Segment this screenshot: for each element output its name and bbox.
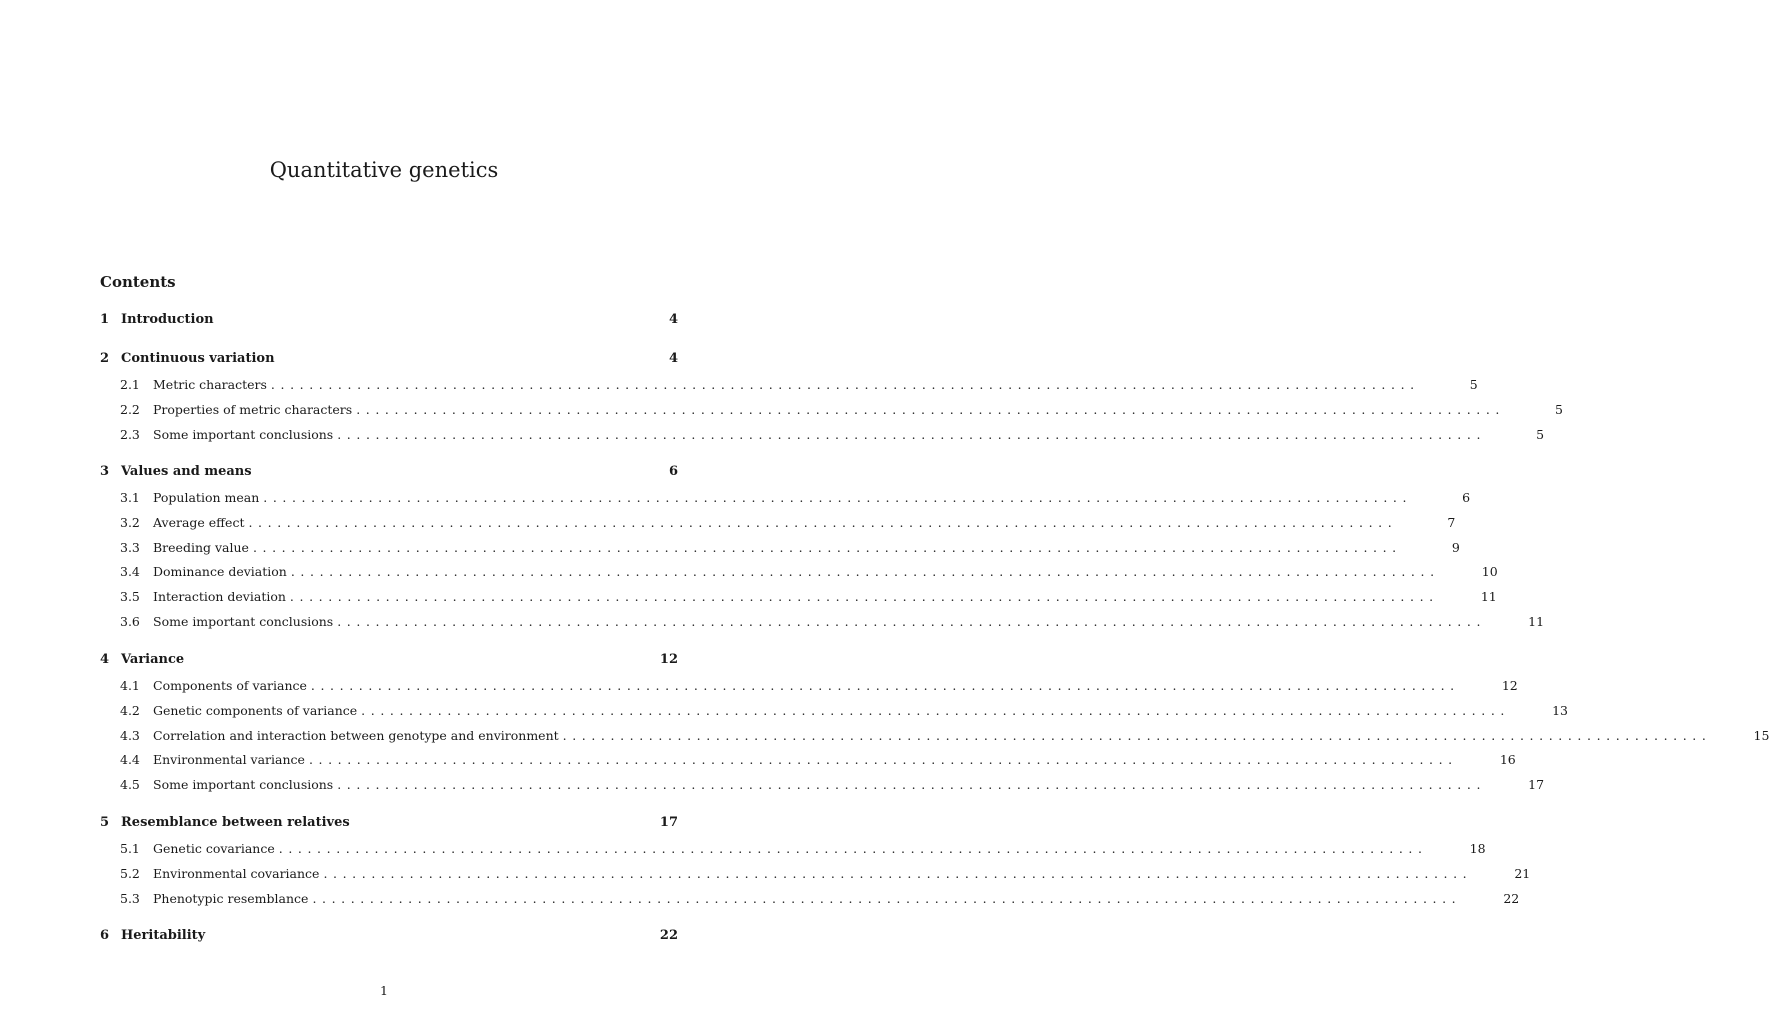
- toc-subsection-page: 13: [1552, 702, 1568, 718]
- toc-dot-leader: ........................................................................................................................: [337, 614, 1487, 629]
- toc-section-title: Variance: [121, 652, 185, 667]
- toc-subsection-title: Genetic components of variance: [153, 702, 358, 718]
- toc-subsection-number: 3.2: [120, 514, 140, 530]
- toc-subsection-title: Some important conclusions: [153, 426, 334, 442]
- toc-subsection-page: 7: [1447, 514, 1456, 530]
- toc-subsection-entry[interactable]: [120, 727, 1769, 748]
- toc-subsection-title: Components of variance: [153, 678, 307, 693]
- toc-subsection-number: 2.2: [120, 401, 140, 417]
- toc-dot-leader: ........................................................................................................................: [289, 589, 1439, 605]
- toc-dot-leader: ........................................................................................................................: [290, 564, 1440, 580]
- document-title: Quantitative genetics: [269, 158, 499, 182]
- toc-subsection-page: 12: [1501, 678, 1518, 693]
- toc-subsection-number: 3.5: [120, 589, 140, 605]
- toc-subsection-number: 3.4: [120, 564, 140, 580]
- toc-subsection-title: Interaction deviation: [153, 589, 286, 605]
- toc-section-entry[interactable]: [100, 312, 678, 332]
- toc-subsection-title: Dominance deviation: [153, 564, 287, 580]
- toc-subsection-number: 5.1: [120, 841, 140, 856]
- toc-dot-leader: ........................................................................................................................: [278, 841, 1428, 856]
- toc-subsection-entry[interactable]: [120, 841, 1486, 861]
- toc-subsection-number: 3.3: [120, 539, 140, 555]
- toc-section-title: Heritability: [121, 928, 206, 943]
- toc-subsection-number: 4.3: [120, 727, 140, 743]
- toc-subsection-entry[interactable]: [120, 865, 1531, 886]
- toc-section-title: Values and means: [121, 464, 252, 479]
- toc-subsection-entry[interactable]: [120, 426, 1545, 447]
- toc-subsection-entry[interactable]: [120, 564, 1498, 584]
- toc-subsection-page: 15: [1753, 727, 1769, 743]
- toc-subsection-entry[interactable]: [120, 702, 1568, 723]
- toc-subsection-title: Average effect: [153, 514, 245, 530]
- toc-subsection-title: Breeding value: [153, 539, 249, 555]
- toc-section-page: 4: [668, 312, 678, 327]
- toc-subsection-title: Population mean: [153, 490, 260, 505]
- toc-subsection-title: Environmental covariance: [153, 865, 320, 881]
- toc-subsection-number: 3.1: [120, 490, 140, 505]
- toc-subsection-entry[interactable]: [120, 514, 1456, 535]
- toc-subsection-page: 17: [1528, 777, 1545, 793]
- toc-dot-leader: ........................................................................................................................: [361, 702, 1510, 718]
- toc-subsection-title: Phenotypic resemblance: [153, 890, 309, 906]
- toc-subsection-page: 9: [1451, 539, 1460, 555]
- toc-subsection-number: 5.3: [120, 890, 140, 906]
- toc-subsection-page: 6: [1462, 490, 1471, 505]
- toc-section-title: Resemblance between relatives: [121, 815, 350, 830]
- page-number: 1: [380, 983, 388, 998]
- toc-dot-leader: ........................................................................................................................: [337, 777, 1487, 793]
- toc-dot-leader: ........................................................................................................................: [263, 490, 1413, 505]
- toc-section-page: 6: [668, 464, 678, 479]
- toc-subsection-title: Metric characters: [153, 377, 267, 392]
- toc-subsection-number: 5.2: [120, 865, 140, 881]
- toc-subsection-page: 22: [1503, 890, 1520, 906]
- toc-subsection-number: 4.2: [120, 702, 140, 718]
- toc-section-number: 2: [100, 351, 110, 366]
- toc-subsection-page: 10: [1481, 564, 1498, 580]
- toc-section-page: 17: [659, 815, 678, 830]
- toc-subsection-entry[interactable]: [120, 890, 1520, 911]
- toc-subsection-number: 4.4: [120, 752, 140, 768]
- toc-subsection-page: 5: [1469, 377, 1478, 392]
- toc-subsection-title: Some important conclusions: [153, 777, 334, 793]
- toc-section-page: 22: [659, 928, 678, 943]
- toc-section-entry[interactable]: [100, 652, 678, 672]
- toc-subsection-page: 18: [1469, 841, 1486, 856]
- toc-section-number: 6: [100, 928, 110, 943]
- toc-dot-leader: ........................................................................................................................: [337, 426, 1487, 442]
- toc-dot-leader: ........................................................................................................................: [308, 752, 1458, 768]
- toc-section-page: 4: [668, 351, 678, 366]
- toc-section-page: 12: [659, 652, 678, 667]
- toc-subsection-entry[interactable]: [120, 539, 1460, 560]
- toc-section-entry[interactable]: [100, 815, 678, 835]
- toc-dot-leader: ........................................................................................................................: [312, 890, 1462, 906]
- toc-section-number: 5: [100, 815, 110, 830]
- toc-subsection-title: Environmental variance: [153, 752, 305, 768]
- toc-subsection-page: 5: [1555, 401, 1563, 417]
- toc-dot-leader: ........................................................................................................................: [270, 377, 1420, 392]
- toc-subsection-page: 11: [1528, 614, 1545, 629]
- toc-subsection-title: Correlation and interaction between genotype and environment: [153, 727, 559, 743]
- toc-subsection-entry[interactable]: [120, 678, 1518, 698]
- toc-subsection-number: 4.1: [120, 678, 140, 693]
- toc-subsection-entry[interactable]: [120, 377, 1478, 397]
- toc-subsection-page: 16: [1499, 752, 1516, 768]
- toc-dot-leader: ........................................................................................................................: [323, 865, 1473, 881]
- toc-dot-leader: ........................................................................................................................: [356, 401, 1505, 417]
- toc-section-number: 4: [100, 652, 110, 667]
- toc-subsection-title: Genetic covariance: [153, 841, 275, 856]
- toc-dot-leader: ........................................................................................................................: [562, 727, 1712, 743]
- toc-subsection-page: 11: [1480, 589, 1497, 605]
- toc-subsection-entry[interactable]: [120, 490, 1471, 510]
- toc-subsection-entry[interactable]: [120, 589, 1497, 609]
- toc-subsection-title: Properties of metric characters: [153, 401, 353, 417]
- toc-subsection-entry[interactable]: [120, 614, 1545, 634]
- toc-section-title: Introduction: [121, 312, 214, 327]
- toc-section-entry[interactable]: [100, 464, 678, 484]
- toc-subsection-entry[interactable]: [120, 777, 1545, 797]
- toc-subsection-number: 4.5: [120, 777, 140, 793]
- toc-subsection-number: 2.3: [120, 426, 140, 442]
- toc-dot-leader: ........................................................................................................................: [248, 514, 1398, 530]
- contents-heading: Contents: [100, 273, 176, 291]
- toc-section-entry[interactable]: [100, 351, 678, 371]
- toc-section-entry[interactable]: [100, 928, 678, 948]
- toc-subsection-page: 21: [1514, 865, 1531, 881]
- toc-section-title: Continuous variation: [121, 351, 275, 366]
- toc-dot-leader: ........................................................................................................................: [252, 539, 1402, 555]
- toc-section-number: 1: [100, 312, 110, 327]
- toc-subsection-page: 5: [1536, 426, 1545, 442]
- toc-subsection-number: 3.6: [120, 614, 140, 629]
- toc-dot-leader: ........................................................................................................................: [310, 678, 1460, 693]
- toc-subsection-entry[interactable]: [120, 401, 1563, 422]
- toc-subsection-entry[interactable]: [120, 752, 1516, 772]
- toc-subsection-title: Some important conclusions: [153, 614, 334, 629]
- toc-section-number: 3: [100, 464, 110, 479]
- toc-subsection-number: 2.1: [120, 377, 140, 392]
